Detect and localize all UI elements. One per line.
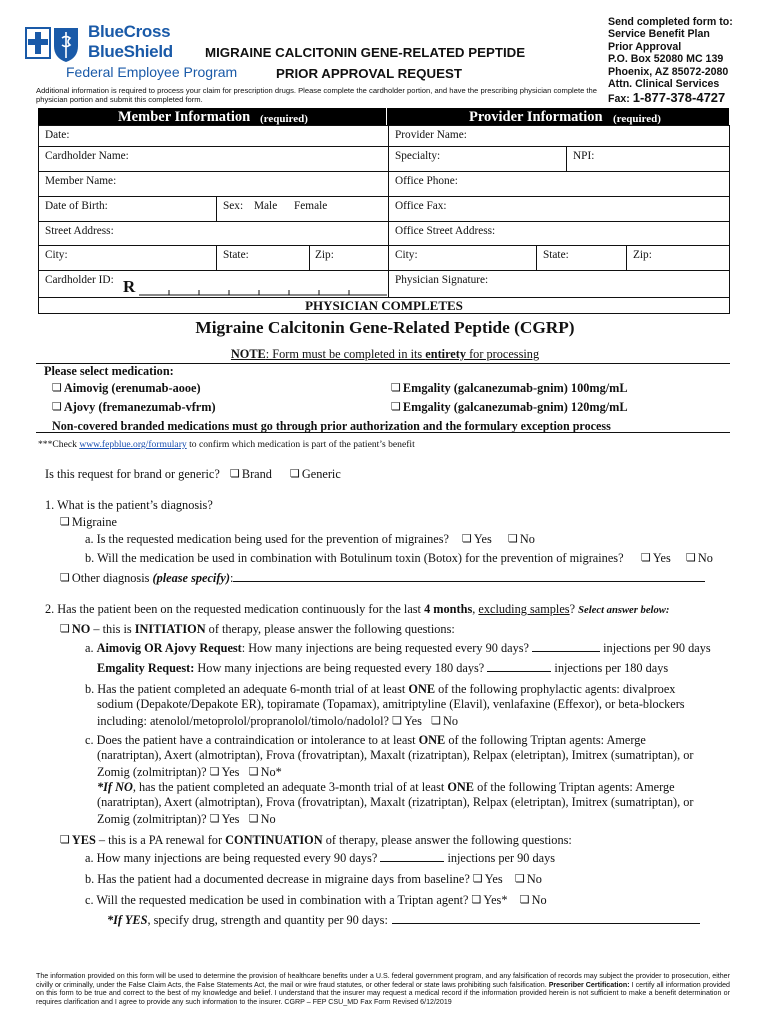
office-fax-field[interactable]: Office Fax: xyxy=(395,200,447,212)
q2-yes-checkbox[interactable]: ❏ YES xyxy=(60,833,96,847)
provider-city-field[interactable]: City: xyxy=(395,249,418,261)
send-line: Phoenix, AZ 85072-2080 xyxy=(608,65,729,78)
q2-ifyes-line: *If YES, specify drug, strength and quantity per 90 days: xyxy=(107,913,700,928)
q2a-emgality-line: Emgality Request: How many injections are being requested every 180 days? injections per 180 days xyxy=(97,661,669,675)
q2-no-line: ❏ NO – this is INITIATION of therapy, please answer the following questions: xyxy=(60,622,455,637)
logo-blueshield: BlueShield xyxy=(88,42,173,61)
send-line: Prior Approval xyxy=(608,40,682,53)
q2c-ifno-yes[interactable]: ❏ Yes xyxy=(210,812,240,826)
q2b-yes[interactable]: ❏ Yes xyxy=(392,714,422,728)
logo-fep: Federal Employee Program xyxy=(66,64,238,80)
zip-field[interactable]: Zip: xyxy=(315,249,334,261)
other-diagnosis-input[interactable] xyxy=(233,572,705,582)
office-phone-field[interactable]: Office Phone: xyxy=(395,175,458,187)
brand-generic-question: Is this request for brand or generic? xyxy=(45,467,220,481)
q1b-no[interactable]: ❏ No xyxy=(686,551,713,566)
fax-number: 1-877-378-4727 xyxy=(632,90,726,106)
q2a-aimovig-line: a. Aimovig OR Ajovy Request: How many injections are being requested every 90 days? injections per 90 days xyxy=(85,641,711,655)
q2-yes-c-no[interactable]: ❏ No xyxy=(520,893,547,907)
q2c-ifno-no[interactable]: ❏ No xyxy=(249,812,276,826)
provider-state-field[interactable]: State: xyxy=(543,249,569,261)
q2c-yes[interactable]: ❏ Yes xyxy=(210,765,240,779)
physician-signature-field[interactable]: Physician Signature: xyxy=(395,274,489,286)
renewal-injections-input[interactable] xyxy=(380,852,444,862)
q1a-text: a. Is the requested medication being used for the prevention of migraines? xyxy=(85,532,450,546)
q2-yes-c-line: c. Will the requested medication be used in combination with a Triptan agent? ❏ Yes* ❏ No xyxy=(85,893,547,908)
sex-female-option[interactable]: Female xyxy=(294,200,328,212)
emgality-120-checkbox[interactable]: ❏ Emgality (galcanezumab-gnim) 120mg/mL xyxy=(391,400,628,415)
provider-info-header: Provider Information (required) xyxy=(387,108,729,126)
send-line: Attn. Clinical Services xyxy=(608,78,720,91)
q1b-yes[interactable]: ❏ Yes xyxy=(641,551,671,566)
generic-checkbox[interactable]: ❏ Generic xyxy=(290,467,341,482)
date-field[interactable]: Date: xyxy=(45,129,70,141)
q2-yes-a-line: a. How many injections are being requested every 90 days? injections per 90 days xyxy=(85,851,556,865)
fax-line xyxy=(608,92,733,105)
cardholder-name-field[interactable]: Cardholder Name: xyxy=(45,150,129,162)
logo-bluecross: BlueCross xyxy=(88,22,171,41)
provider-name-field[interactable]: Provider Name: xyxy=(395,129,467,141)
send-line: Send completed form to: xyxy=(608,16,733,28)
brand-checkbox[interactable]: ❏ Brand xyxy=(230,467,272,482)
city-field[interactable]: City: xyxy=(45,249,68,261)
send-to-block xyxy=(608,16,733,106)
form-header-title-line1: MIGRAINE CALCITONIN GENE-RELATED PEPTIDE xyxy=(205,45,526,60)
form-title: Migraine Calcitonin Gene-Related Peptide (CGRP) xyxy=(195,318,575,337)
cardholder-id-boxes[interactable] xyxy=(139,282,389,296)
q2b-text: b. Has the patient completed an adequate 6-month trial of at least ONE of the following prophylactic agents: divalproex sodium (Depakote/Depakote ER), topiramate (Topamax), amitriptyline (Elavil), venlafaxine (Effexor), or beta-blockers including: atenolol/metoprolol/propranolol/timolo/nadolol? ❏ Yes ❏ No xyxy=(85,682,725,729)
office-street-field[interactable]: Office Street Address: xyxy=(395,225,496,237)
noncovered-note: Non-covered branded medications must go through prior authorization and the formulary exception process xyxy=(52,419,611,433)
q1-text: 1. What is the patient’s diagnosis? xyxy=(45,498,213,512)
cross-shield-icon xyxy=(22,24,82,64)
q1b-text: b. Will the medication be used in combination with Botulinum toxin (Botox) for the prevention of migraines? xyxy=(85,551,624,565)
provider-zip-field[interactable]: Zip: xyxy=(633,249,652,261)
member-name-field[interactable]: Member Name: xyxy=(45,175,117,187)
q2-yes-line: ❏ YES – this is a PA renewal for CONTINUATION of therapy, please answer the following questions: xyxy=(60,833,572,848)
q2-yes-c-yes[interactable]: ❏ Yes* xyxy=(472,893,508,907)
emgality-100-checkbox[interactable]: ❏ Emgality (galcanezumab-gnim) 100mg/mL xyxy=(391,381,628,396)
street-address-field[interactable]: Street Address: xyxy=(45,225,114,237)
ajovy-checkbox[interactable]: ❏ Ajovy (fremanezumab-vfrm) xyxy=(52,400,216,415)
q2-yes-b-line: b. Has the patient had a documented decrease in migraine days from baseline? ❏ Yes ❏ No xyxy=(85,872,542,887)
q1a-no[interactable]: ❏ No xyxy=(508,532,535,547)
q2c-no[interactable]: ❏ No* xyxy=(249,765,282,779)
q2c-ifno-text: *If NO, has the patient completed an adequate 3-month trial of at least ONE of the following Triptan agents: Amerge (naratriptan), Axert (almotriptan), Frova (frovatriptan), Maxalt (rizatriptan), Relpax (eletriptan), Imitrex (sumatriptan), or Zomig (zolmitriptan)? ❏ Yes ❏ No xyxy=(97,780,727,827)
footer-disclaimer: The information provided on this form will be used to determine the provision of healthcare benefits under a U.S. federal government program, and any falsification of records may subject the provider to prosecution, either civilly or criminally, under the False Claim Acts, the False Statements Act, the mail or wire fraud statutes, or other federal or state laws prohibiting such falsification. Prescriber Certification: I certify all information provided on this form to be true and correct to the best of my knowledge and belief. I understand that the insurer may request a medical record if the information provided herein is not sufficient to make a benefit determination or requires clarification and I agree to provide any such information to the insurer. CGRP – FEP CSU_MD Fax Form Revised 6/12/2019 xyxy=(36,972,730,1007)
migraine-checkbox[interactable]: ❏ Migraine xyxy=(60,515,117,530)
state-field[interactable]: State: xyxy=(223,249,249,261)
q2-no-checkbox[interactable]: ❏ NO xyxy=(60,622,90,636)
q2-yes-b-no[interactable]: ❏ No xyxy=(515,872,542,886)
aimovig-checkbox[interactable]: ❏ Aimovig (erenumab-aooe) xyxy=(52,381,201,396)
specialty-field[interactable]: Specialty: xyxy=(395,150,441,162)
q2c-text: c. Does the patient have a contraindication or intolerance to at least ONE of the following Triptan agents: Amerge (naratriptan), Axert (almotriptan), Frova (frovatriptan), Maxalt (rizatriptan), Relpax (eletriptan), Imitrex (sumatriptan), or Zomig (zolmitriptan)? ❏ Yes ❏ No* xyxy=(85,733,725,780)
dob-field[interactable]: Date of Birth: xyxy=(45,200,108,212)
q2-yes-b-yes[interactable]: ❏ Yes xyxy=(473,872,503,886)
select-medication-label: Please select medication: xyxy=(44,364,174,378)
member-provider-grid xyxy=(38,125,730,314)
q2b-no[interactable]: ❏ No xyxy=(431,714,458,728)
form-header-title-line2: PRIOR APPROVAL REQUEST xyxy=(276,66,462,81)
formulary-check-line: ***Check www.fepblue.org/formulary to confirm which medication is part of the patient’s benefit xyxy=(38,439,415,450)
sex-label: Sex: xyxy=(223,200,244,212)
q2-text: 2. Has the patient been on the requested medication continuously for the last 4 months, excluding samples? Select answer below: xyxy=(45,602,670,616)
formulary-link[interactable]: www.fepblue.org/formulary xyxy=(79,439,187,450)
send-line: P.O. Box 52080 MC 139 xyxy=(608,53,724,66)
cardholder-id-label: Cardholder ID: xyxy=(45,274,114,286)
other-diagnosis-line[interactable]: ❏ Other diagnosis (please specify): xyxy=(60,571,705,586)
intro-text: Additional information is required to process your claim for prescription drugs. Please complete the cardholder portion, and have the prescribing physician complete the physician portion and submit this completed form. xyxy=(36,86,597,105)
logo xyxy=(22,20,238,82)
fax-label: Fax: xyxy=(608,93,630,106)
q1a-yes[interactable]: ❏ Yes xyxy=(462,532,492,547)
sex-male-option[interactable]: Male xyxy=(254,200,278,212)
npi-field[interactable]: NPI: xyxy=(573,150,595,162)
member-info-header: Member Information (required) xyxy=(38,108,386,126)
cardholder-id-prefix: R xyxy=(123,277,136,296)
note-line: NOTE: Form must be completed in its entirety for processing xyxy=(230,347,540,361)
triptan-details-input[interactable] xyxy=(392,914,700,924)
other-diagnosis-checkbox[interactable]: ❏ Other diagnosis xyxy=(60,571,152,585)
emgality-injections-input[interactable] xyxy=(487,662,551,672)
physician-completes-banner: PHYSICIAN COMPLETES xyxy=(305,298,463,313)
send-line: Service Benefit Plan xyxy=(608,28,710,41)
aimovig-injections-input[interactable] xyxy=(532,642,600,652)
